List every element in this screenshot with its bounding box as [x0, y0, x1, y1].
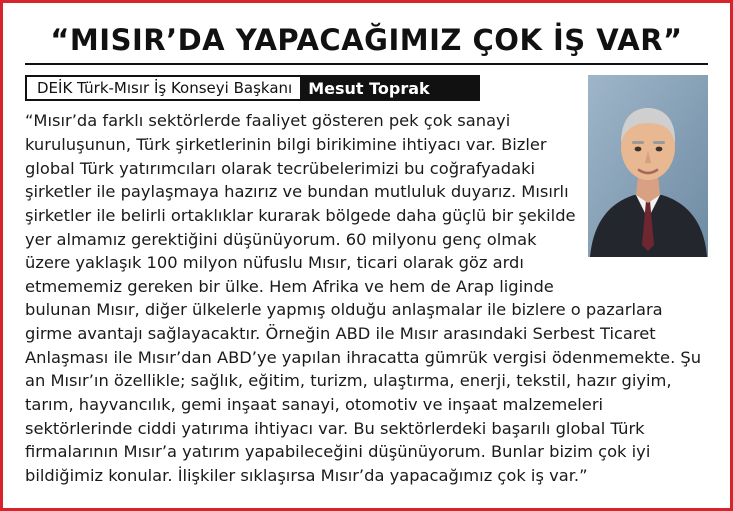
byline: [25, 75, 480, 101]
byline-organization: DEİK Türk-Mısır İş Konseyi Başkanı: [25, 75, 300, 101]
portrait-photo: [588, 75, 708, 257]
page-title: “MISIR’DA YAPACAĞIMIZ ÇOK İŞ VAR”: [50, 23, 683, 57]
clipping-content: [3, 3, 730, 508]
byline-person-name: Mesut Toprak: [300, 75, 480, 101]
article-paragraph: “Mısır’da farklı sektörlerde faaliyet gösteren pek çok sanayi kuruluşunun, Türk şirketlerinin bilgi birikimine ihtiyacı var. Bizler global Türk yatırımcıları olarak tecrübelerimizi bu coğrafyadaki şirketler ile paylaşmaya hazırız ve bundan mutluluk duyarız. Mısırlı şirketler ile belirli ortaklıklar kurarak bölgede daha güçlü bir şekilde yer almamız gerektiğini düşünüyorum. 60 milyonu genç olmak üzere yaklaşık 100 milyon nüfuslu Mısır, ticari olarak göz ardı etmememiz gereken bir ülke. Hem Afrika ve hem de Arap liginde bulunan Mısır, diğer ülkelerle yapmış olduğu anlaşmalar ile bizlere o pazarlara girme avantajı sağlayacaktır. Örneğin ABD ile Mısır arasındaki Serbest Ticaret Anlaşması ile Mısır’dan ABD’ye yapılan ihracatta gümrük vergisi ödenmemekte. Şu an Mısır’ın özellikle; sağlık, eğitim, turizm, ulaştırma, enerji, tekstil, hazır giyim, tarım, hayvancılık, gemi inşaat sanayi, otomotiv ve inşaat malzemeleri sektörlerinde ciddi yatırıma ihtiyacı var. Bu sektörlerdeki başarılı global Türk firmalarının Mısır’a yatırım yapabileceğini düşünüyorum. Bunlar bizim çok iyi bildiğimiz konular. İlişkiler sıklaşırsa Mısır’da yapacağımız çok iş var.”: [25, 111, 702, 485]
title-divider: [25, 63, 708, 65]
